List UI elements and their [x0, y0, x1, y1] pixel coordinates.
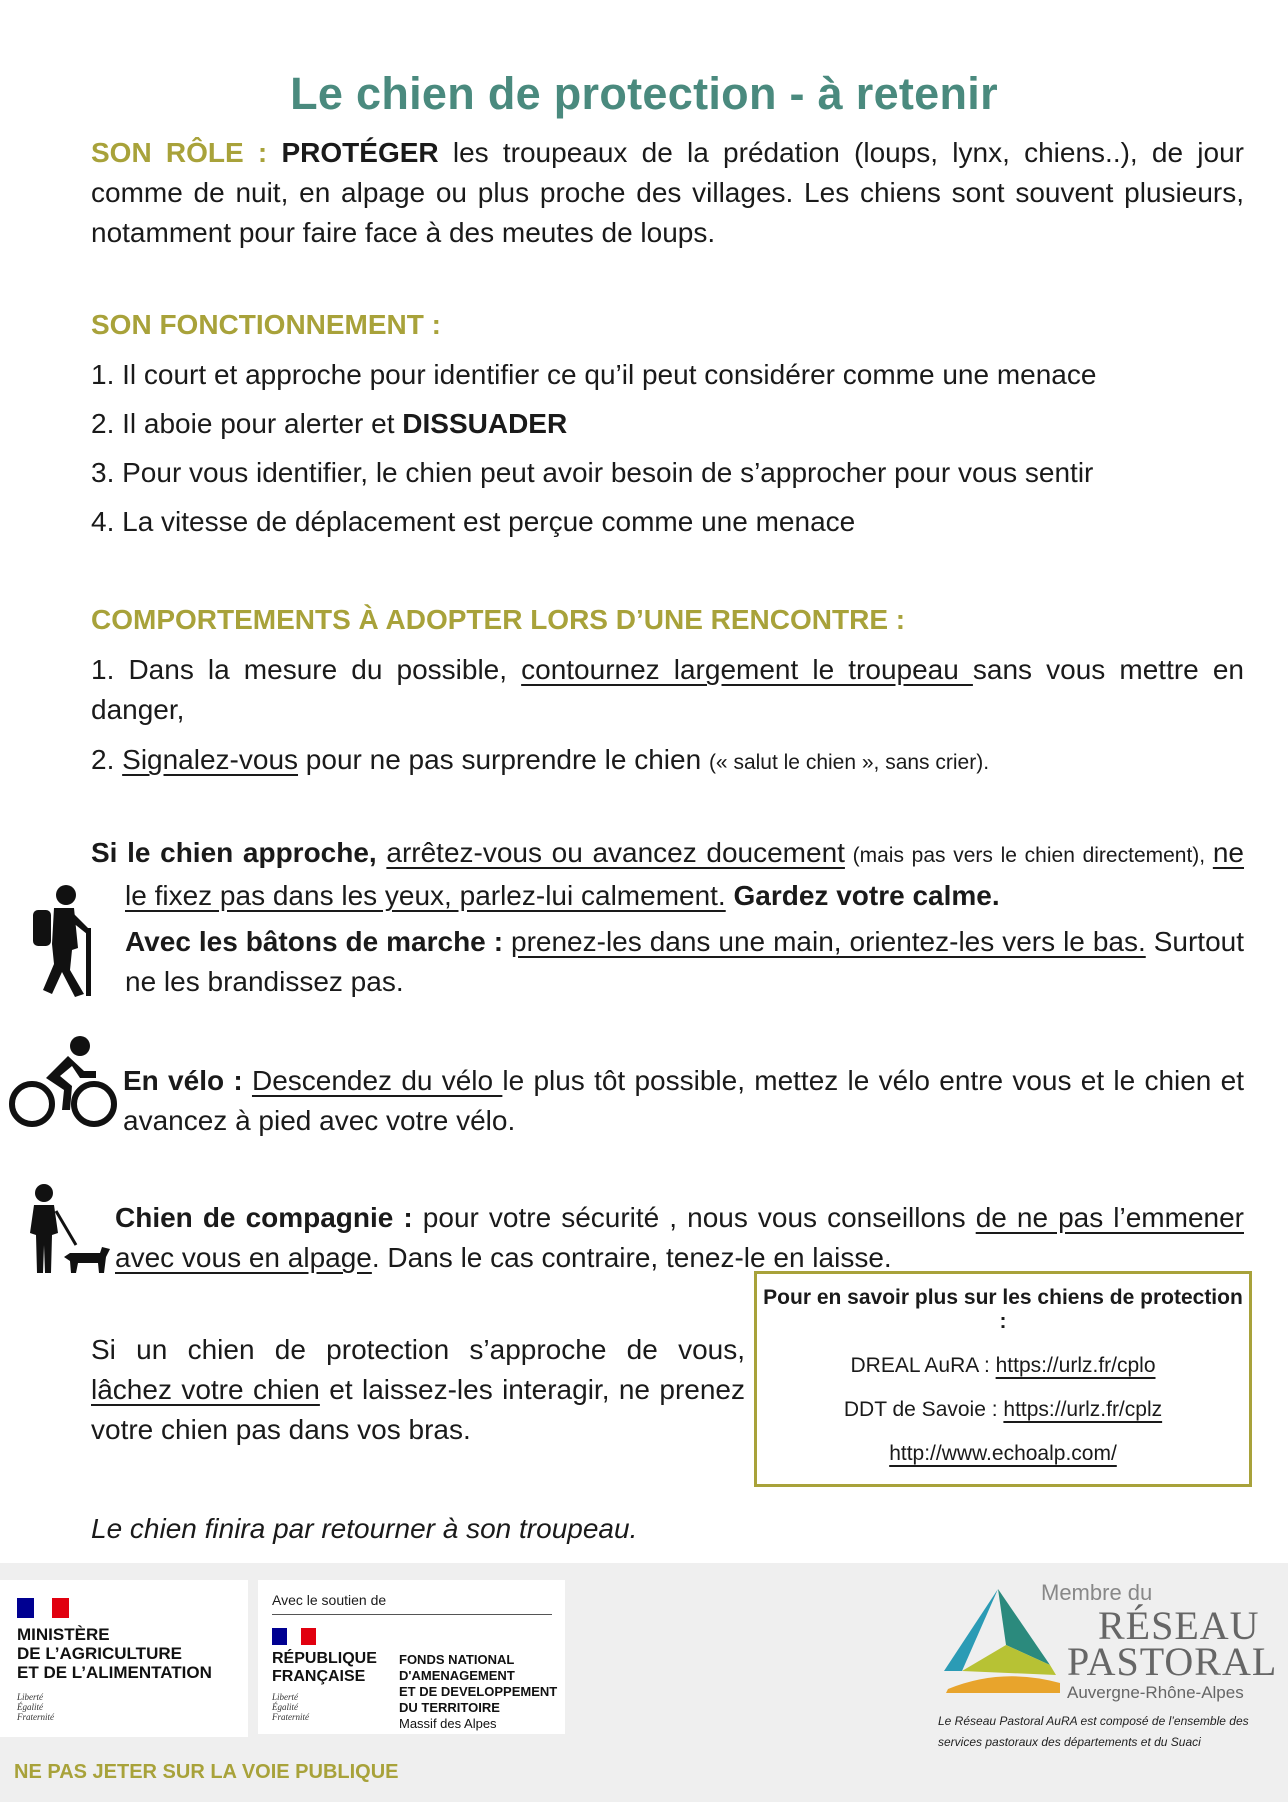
closing-text: Le chien finira par retourner à son troupeau.	[91, 1513, 638, 1544]
footer	[0, 1563, 1288, 1802]
info-line-echoalp	[757, 1442, 1249, 1466]
motto-1: Liberté	[17, 1692, 43, 1702]
cyclist-icon	[8, 1034, 120, 1130]
republic-line-1: RÉPUBLIQUE	[272, 1650, 377, 1667]
bike-paragraph: En vélo : Descendez du vélo le plus tôt possible, mettez le vélo entre vous et le chien et avancez à pied avec votre vélo.	[123, 1065, 1245, 1136]
network-line-1: RÉSEAU	[1098, 1603, 1260, 1648]
fund-line-3: ET DE DEVELOPPEMENT	[399, 1684, 558, 1699]
companion-paragraph-2: Si un chien de protection s’approche de vous, lâchez votre chien et laissez-les interagir, ne prenez votre chien pas dans vos bras.	[91, 1334, 745, 1445]
flag-icon	[17, 1598, 69, 1618]
republic-line-2: FRANÇAISE	[272, 1668, 366, 1685]
comportements-item-2: 2. Signalez-vous pour ne pas surprendre le chien (« salut le chien », sans crier).	[91, 744, 990, 775]
dissuader-bold: DISSUADER	[402, 408, 568, 439]
support-divider	[272, 1614, 552, 1615]
motto-2: Égalité	[17, 1702, 43, 1712]
fund-line-2: D'AMENAGEMENT	[399, 1668, 515, 1683]
ministry-line-1: MINISTÈRE	[17, 1625, 110, 1644]
ministry-logo	[0, 1580, 248, 1737]
companion-line-1: Chien de compagnie : pour votre sécurité , nous vous conseillons de ne pas l’emmener avec vous en alpage. Dans le cas contraire, tenez-le en laisse.	[115, 1202, 1244, 1273]
dreal-link[interactable]: https://urlz.fr/cplo	[995, 1354, 1156, 1377]
region-label: Auvergne-Rhône-Alpes	[1067, 1683, 1244, 1702]
role-bold: PROTÉGER	[281, 137, 439, 168]
fund-line-1: FONDS NATIONAL	[399, 1652, 515, 1667]
role-text: les troupeaux de la prédation (loups, lynx, chiens..), de jour comme de nuit, en alpage ou plus proche des villages. Les chiens sont souvent plusieurs, notamment pour faire face à des meutes de loups.	[91, 137, 1244, 248]
fonctionnement-item-4: 4. La vitesse de déplacement est perçue comme une menace	[91, 506, 856, 537]
ministry-line-2: DE L’AGRICULTURE	[17, 1644, 182, 1663]
motto-2: Égalité	[272, 1702, 298, 1712]
motto-3: Fraternité	[272, 1712, 309, 1722]
info-line-ddt: DDT de Savoie : https://urlz.fr/cplz	[843, 1398, 1163, 1421]
motto-3: Fraternité	[17, 1712, 54, 1722]
fonctionnement-item-1: 1. Il court et approche pour identifier ce qu’il peut considérer comme une menace	[91, 359, 1097, 390]
echoalp-link[interactable]: http://www.echoalp.com/	[889, 1442, 1117, 1465]
role-paragraph	[91, 133, 1244, 253]
motto-1: Liberté	[272, 1692, 298, 1702]
info-line-dreal: DREAL AuRA : https://urlz.fr/cplo	[850, 1354, 1156, 1377]
network-caption: Le Réseau Pastoral AuRA est composé de l’ensemble des services pastoraux des départements et du Suaci	[938, 1714, 1249, 1749]
ddt-link[interactable]: https://urlz.fr/cplz	[1003, 1398, 1163, 1421]
member-label: Membre du	[1041, 1580, 1153, 1605]
info-box-title: Pour en savoir plus sur les chiens de protection :	[763, 1286, 1243, 1333]
role-heading: SON RÔLE :	[91, 137, 268, 168]
ministry-line-3: ET DE L’ALIMENTATION	[17, 1663, 212, 1682]
network-line-2: PASTORAL	[1067, 1639, 1278, 1684]
support-logo	[258, 1580, 565, 1734]
disposal-notice: NE PAS JETER SUR LA VOIE PUBLIQUE	[14, 1761, 399, 1783]
dog-walker-icon	[14, 1183, 112, 1275]
page-title: Le chien de protection - à retenir	[290, 68, 998, 119]
fund-sub: Massif des Alpes	[399, 1716, 497, 1731]
fund-line-4: DU TERRITOIRE	[399, 1700, 500, 1715]
flag-icon	[272, 1628, 316, 1645]
fonctionnement-item-2: 2. Il aboie pour alerter et DISSUADER	[91, 408, 568, 439]
hiker-bold: Si le chien approche,	[91, 837, 377, 868]
fonctionnement-item-3: 3. Pour vous identifier, le chien peut avoir besoin de s’approcher pour vous sentir	[91, 457, 1094, 488]
info-box	[754, 1271, 1252, 1487]
hiker-paragraph: Si le chien approche, arrêtez-vous ou avancez doucement (mais pas vers le chien directement), ne le fixez pas dans les yeux, parlez-lui calmement. Gardez votre calme.	[91, 837, 1244, 911]
comportements-heading: COMPORTEMENTS À ADOPTER LORS D’UNE RENCONTRE :	[91, 604, 906, 635]
comportements-item-1: 1. Dans la mesure du possible, contournez largement le troupeau sans vous mettre en danger,	[91, 654, 1244, 725]
support-label: Avec le soutien de	[272, 1592, 387, 1608]
poles-paragraph: Avec les bâtons de marche : prenez-les dans une main, orientez-les vers le bas. Surtout ne les brandissez pas.	[125, 926, 1244, 997]
fonctionnement-heading: SON FONCTIONNEMENT :	[91, 309, 441, 340]
